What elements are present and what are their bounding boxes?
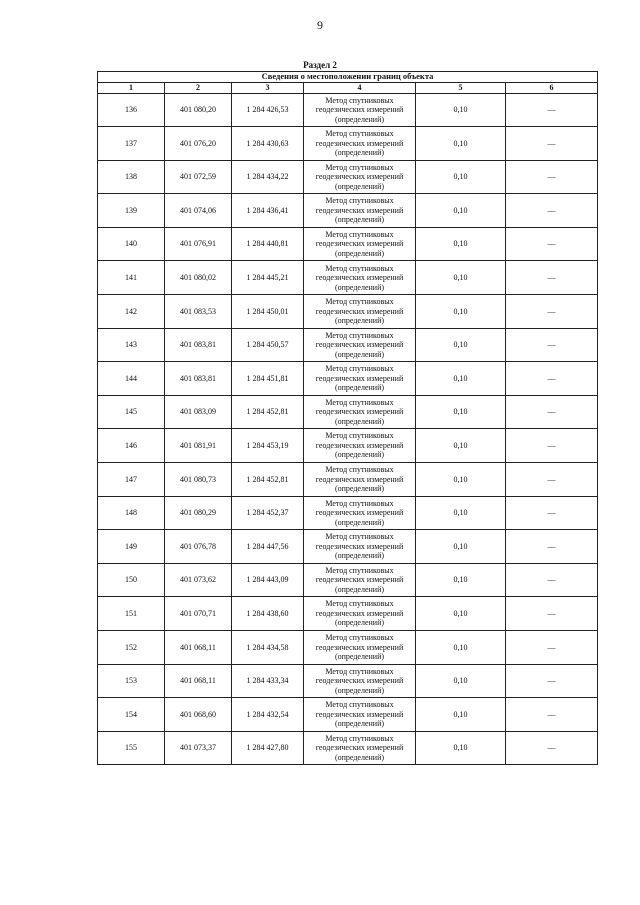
- method-line: (определений): [334, 652, 385, 662]
- table-row: [98, 194, 598, 228]
- column-header: 6: [506, 83, 598, 94]
- method-line: геодезических измерений: [315, 743, 404, 753]
- accuracy-cell: 0,10: [416, 328, 506, 362]
- accuracy-cell: 0,10: [416, 597, 506, 631]
- method-line: (определений): [334, 282, 385, 292]
- method-cell: [304, 664, 416, 698]
- method-line: геодезических измерений: [315, 508, 404, 518]
- table-row: [98, 664, 598, 698]
- method-line: геодезических измерений: [315, 709, 404, 719]
- y-coordinate-cell: 1 284 443,09: [232, 563, 304, 597]
- table-row: [98, 731, 598, 765]
- method-line: Метод спутниковых: [325, 263, 394, 273]
- method-line: Метод спутниковых: [325, 498, 394, 508]
- y-coordinate-cell: 1 284 452,81: [232, 395, 304, 429]
- note-cell: —: [506, 631, 598, 665]
- column-header: 3: [232, 83, 304, 94]
- table-row: [98, 261, 598, 295]
- table-caption: Сведения о местоположении границ объекта: [98, 72, 598, 83]
- note-cell: —: [506, 227, 598, 261]
- method-line: (определений): [334, 618, 385, 628]
- point-number-cell: 150: [98, 563, 165, 597]
- accuracy-cell: 0,10: [416, 127, 506, 161]
- accuracy-cell: 0,10: [416, 496, 506, 530]
- accuracy-cell: 0,10: [416, 362, 506, 396]
- table-row: [98, 429, 598, 463]
- column-header: 5: [416, 83, 506, 94]
- method-line: Метод спутниковых: [325, 397, 394, 407]
- accuracy-cell: 0,10: [416, 194, 506, 228]
- table-row: [98, 463, 598, 497]
- table-row: [98, 395, 598, 429]
- method-line: Метод спутниковых: [325, 700, 394, 710]
- x-coordinate-cell: 401 080,02: [165, 261, 232, 295]
- point-number-cell: 149: [98, 530, 165, 564]
- note-cell: —: [506, 597, 598, 631]
- method-line: (определений): [334, 148, 385, 158]
- method-line: Метод спутниковых: [325, 666, 394, 676]
- column-header: 4: [304, 83, 416, 94]
- method-cell: [304, 328, 416, 362]
- y-coordinate-cell: 1 284 436,41: [232, 194, 304, 228]
- point-number-cell: 147: [98, 463, 165, 497]
- x-coordinate-cell: 401 068,60: [165, 698, 232, 732]
- note-cell: —: [506, 295, 598, 329]
- y-coordinate-cell: 1 284 438,60: [232, 597, 304, 631]
- note-cell: —: [506, 160, 598, 194]
- note-cell: —: [506, 395, 598, 429]
- point-number-cell: 146: [98, 429, 165, 463]
- method-line: (определений): [334, 383, 385, 393]
- x-coordinate-cell: 401 068,11: [165, 664, 232, 698]
- accuracy-cell: 0,10: [416, 93, 506, 127]
- note-cell: —: [506, 563, 598, 597]
- table-row: [98, 698, 598, 732]
- table-row: [98, 328, 598, 362]
- method-line: (определений): [334, 450, 385, 460]
- method-cell: [304, 530, 416, 564]
- column-header: 2: [165, 83, 232, 94]
- method-line: геодезических измерений: [315, 474, 404, 484]
- method-line: геодезических измерений: [315, 340, 404, 350]
- method-line: геодезических измерений: [315, 642, 404, 652]
- method-line: (определений): [334, 316, 385, 326]
- method-cell: [304, 563, 416, 597]
- column-number-row: [98, 83, 598, 94]
- method-line: Метод спутниковых: [325, 565, 394, 575]
- accuracy-cell: 0,10: [416, 261, 506, 295]
- method-line: Метод спутниковых: [325, 162, 394, 172]
- method-line: геодезических измерений: [315, 306, 404, 316]
- method-line: геодезических измерений: [315, 273, 404, 283]
- y-coordinate-cell: 1 284 426,53: [232, 93, 304, 127]
- table-row: [98, 93, 598, 127]
- accuracy-cell: 0,10: [416, 631, 506, 665]
- table-body: [98, 93, 598, 765]
- accuracy-cell: 0,10: [416, 731, 506, 765]
- method-line: Метод спутниковых: [325, 599, 394, 609]
- accuracy-cell: 0,10: [416, 295, 506, 329]
- point-number-cell: 155: [98, 731, 165, 765]
- point-number-cell: 143: [98, 328, 165, 362]
- y-coordinate-cell: 1 284 434,58: [232, 631, 304, 665]
- y-coordinate-cell: 1 284 433,34: [232, 664, 304, 698]
- point-number-cell: 151: [98, 597, 165, 631]
- x-coordinate-cell: 401 073,62: [165, 563, 232, 597]
- boundary-coordinates-table: [97, 71, 598, 765]
- table-row: [98, 295, 598, 329]
- x-coordinate-cell: 401 070,71: [165, 597, 232, 631]
- method-line: геодезических измерений: [315, 239, 404, 249]
- column-header: 1: [98, 83, 165, 94]
- table-row: [98, 631, 598, 665]
- accuracy-cell: 0,10: [416, 160, 506, 194]
- method-line: (определений): [334, 484, 385, 494]
- note-cell: —: [506, 496, 598, 530]
- point-number-cell: 152: [98, 631, 165, 665]
- note-cell: —: [506, 463, 598, 497]
- point-number-cell: 154: [98, 698, 165, 732]
- method-line: (определений): [334, 349, 385, 359]
- accuracy-cell: 0,10: [416, 530, 506, 564]
- method-line: Метод спутниковых: [325, 364, 394, 374]
- x-coordinate-cell: 401 068,11: [165, 631, 232, 665]
- accuracy-cell: 0,10: [416, 227, 506, 261]
- note-cell: —: [506, 698, 598, 732]
- page-number: 9: [317, 18, 323, 32]
- method-line: Метод спутниковых: [325, 330, 394, 340]
- method-cell: [304, 295, 416, 329]
- point-number-cell: 148: [98, 496, 165, 530]
- table-row: [98, 160, 598, 194]
- point-number-cell: 137: [98, 127, 165, 161]
- method-line: (определений): [334, 551, 385, 561]
- method-cell: [304, 160, 416, 194]
- method-cell: [304, 429, 416, 463]
- method-line: геодезических измерений: [315, 205, 404, 215]
- note-cell: —: [506, 664, 598, 698]
- point-number-cell: 142: [98, 295, 165, 329]
- method-cell: [304, 597, 416, 631]
- method-cell: [304, 362, 416, 396]
- method-cell: [304, 496, 416, 530]
- point-number-cell: 141: [98, 261, 165, 295]
- accuracy-cell: 0,10: [416, 664, 506, 698]
- method-line: геодезических измерений: [315, 373, 404, 383]
- accuracy-cell: 0,10: [416, 395, 506, 429]
- table-row: [98, 530, 598, 564]
- method-line: Метод спутниковых: [325, 196, 394, 206]
- x-coordinate-cell: 401 081,91: [165, 429, 232, 463]
- table-row: [98, 362, 598, 396]
- method-line: геодезических измерений: [315, 105, 404, 115]
- method-cell: [304, 93, 416, 127]
- point-number-cell: 139: [98, 194, 165, 228]
- method-line: геодезических измерений: [315, 138, 404, 148]
- point-number-cell: 145: [98, 395, 165, 429]
- method-line: (определений): [334, 215, 385, 225]
- accuracy-cell: 0,10: [416, 698, 506, 732]
- method-cell: [304, 227, 416, 261]
- method-line: Метод спутниковых: [325, 633, 394, 643]
- x-coordinate-cell: 401 076,78: [165, 530, 232, 564]
- accuracy-cell: 0,10: [416, 429, 506, 463]
- section-title: Раздел 2: [303, 60, 337, 70]
- method-line: геодезических измерений: [315, 676, 404, 686]
- method-line: геодезических измерений: [315, 608, 404, 618]
- method-line: (определений): [334, 248, 385, 258]
- method-cell: [304, 731, 416, 765]
- note-cell: —: [506, 362, 598, 396]
- y-coordinate-cell: 1 284 451,81: [232, 362, 304, 396]
- x-coordinate-cell: 401 083,81: [165, 362, 232, 396]
- y-coordinate-cell: 1 284 427,80: [232, 731, 304, 765]
- x-coordinate-cell: 401 072,59: [165, 160, 232, 194]
- method-line: (определений): [334, 517, 385, 527]
- note-cell: —: [506, 261, 598, 295]
- y-coordinate-cell: 1 284 450,57: [232, 328, 304, 362]
- method-line: (определений): [334, 181, 385, 191]
- x-coordinate-cell: 401 083,81: [165, 328, 232, 362]
- x-coordinate-cell: 401 080,20: [165, 93, 232, 127]
- y-coordinate-cell: 1 284 430,63: [232, 127, 304, 161]
- y-coordinate-cell: 1 284 447,56: [232, 530, 304, 564]
- x-coordinate-cell: 401 080,29: [165, 496, 232, 530]
- note-cell: —: [506, 93, 598, 127]
- method-line: Метод спутниковых: [325, 297, 394, 307]
- table-row: [98, 496, 598, 530]
- method-line: (определений): [334, 685, 385, 695]
- y-coordinate-cell: 1 284 445,21: [232, 261, 304, 295]
- point-number-cell: 140: [98, 227, 165, 261]
- point-number-cell: 138: [98, 160, 165, 194]
- y-coordinate-cell: 1 284 453,19: [232, 429, 304, 463]
- y-coordinate-cell: 1 284 432,54: [232, 698, 304, 732]
- method-line: Метод спутниковых: [325, 532, 394, 542]
- accuracy-cell: 0,10: [416, 563, 506, 597]
- note-cell: —: [506, 328, 598, 362]
- y-coordinate-cell: 1 284 452,37: [232, 496, 304, 530]
- y-coordinate-cell: 1 284 434,22: [232, 160, 304, 194]
- x-coordinate-cell: 401 076,91: [165, 227, 232, 261]
- method-line: Метод спутниковых: [325, 431, 394, 441]
- note-cell: —: [506, 194, 598, 228]
- accuracy-cell: 0,10: [416, 463, 506, 497]
- table-row: [98, 597, 598, 631]
- note-cell: —: [506, 530, 598, 564]
- method-cell: [304, 127, 416, 161]
- method-line: (определений): [334, 584, 385, 594]
- method-line: геодезических измерений: [315, 440, 404, 450]
- x-coordinate-cell: 401 076,20: [165, 127, 232, 161]
- point-number-cell: 136: [98, 93, 165, 127]
- x-coordinate-cell: 401 083,09: [165, 395, 232, 429]
- x-coordinate-cell: 401 080,73: [165, 463, 232, 497]
- table-row: [98, 127, 598, 161]
- method-cell: [304, 261, 416, 295]
- method-line: (определений): [334, 752, 385, 762]
- note-cell: —: [506, 127, 598, 161]
- method-line: геодезических измерений: [315, 407, 404, 417]
- note-cell: —: [506, 731, 598, 765]
- method-line: (определений): [334, 416, 385, 426]
- method-line: (определений): [334, 114, 385, 124]
- x-coordinate-cell: 401 074,06: [165, 194, 232, 228]
- method-line: геодезических измерений: [315, 172, 404, 182]
- x-coordinate-cell: 401 073,37: [165, 731, 232, 765]
- table-row: [98, 563, 598, 597]
- method-line: Метод спутниковых: [325, 733, 394, 743]
- note-cell: —: [506, 429, 598, 463]
- method-cell: [304, 631, 416, 665]
- method-line: Метод спутниковых: [325, 129, 394, 139]
- method-line: Метод спутниковых: [325, 229, 394, 239]
- y-coordinate-cell: 1 284 440,81: [232, 227, 304, 261]
- method-cell: [304, 698, 416, 732]
- point-number-cell: 153: [98, 664, 165, 698]
- table-row: [98, 227, 598, 261]
- y-coordinate-cell: 1 284 452,81: [232, 463, 304, 497]
- method-line: (определений): [334, 719, 385, 729]
- method-line: Метод спутниковых: [325, 95, 394, 105]
- point-number-cell: 144: [98, 362, 165, 396]
- method-line: геодезических измерений: [315, 541, 404, 551]
- method-cell: [304, 463, 416, 497]
- method-cell: [304, 395, 416, 429]
- method-line: Метод спутниковых: [325, 465, 394, 475]
- method-cell: [304, 194, 416, 228]
- method-line: геодезических измерений: [315, 575, 404, 585]
- x-coordinate-cell: 401 083,53: [165, 295, 232, 329]
- y-coordinate-cell: 1 284 450,01: [232, 295, 304, 329]
